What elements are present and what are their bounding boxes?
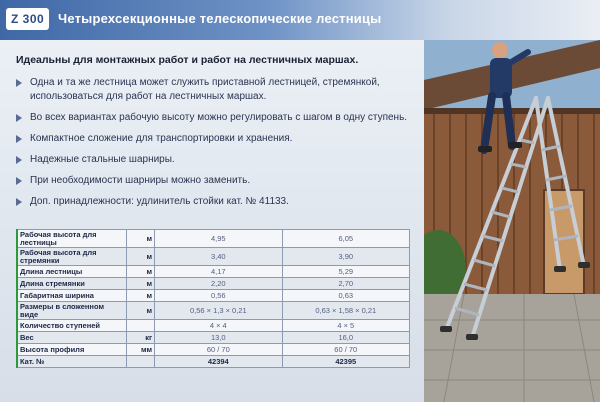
table-row <box>17 266 410 278</box>
spec-value-model-2: 6,05 <box>282 230 409 248</box>
table-row <box>17 332 410 344</box>
spec-value-model-2: 42395 <box>282 356 409 368</box>
spec-unit: м <box>127 248 155 266</box>
model-badge: Z 300 <box>6 8 49 30</box>
arrow-bullet-icon <box>16 177 22 185</box>
arrow-bullet-icon <box>16 135 22 143</box>
spec-unit <box>127 320 155 332</box>
spec-label: Рабочая высота для лестницы <box>17 230 127 248</box>
spec-unit: м <box>127 278 155 290</box>
spec-label: Размеры в сложенном виде <box>17 302 127 320</box>
lead-text: Идеальны для монтажных работ и работ на лестничных маршах. <box>16 54 359 66</box>
spec-value-model-1: 2,20 <box>155 278 282 290</box>
spec-label: Количество ступеней <box>17 320 127 332</box>
spec-label: Длина лестницы <box>17 266 127 278</box>
arrow-bullet-icon <box>16 156 22 164</box>
spec-value-model-1: 4,17 <box>155 266 282 278</box>
spec-label: Габаритная ширина <box>17 290 127 302</box>
table-row <box>17 248 410 266</box>
spec-value-model-2: 3,90 <box>282 248 409 266</box>
spec-value-model-2: 0,63 <box>282 290 409 302</box>
spec-label: Вес <box>17 332 127 344</box>
feature-item: Одна и та же лестница может служить приставной лестницей, стремянкой, использоваться для работ на лестничных маршах. <box>16 76 416 104</box>
page-title: Четырехсекционные телескопические лестницы <box>58 11 382 26</box>
spec-value-model-2: 16,0 <box>282 332 409 344</box>
spec-label: Высота профиля <box>17 344 127 356</box>
ladder-illustration <box>424 40 600 402</box>
spec-label: Кат. № <box>17 356 127 368</box>
spec-value-model-1: 60 / 70 <box>155 344 282 356</box>
spec-unit <box>127 356 155 368</box>
table-row <box>17 230 410 248</box>
feature-item: Компактное сложение для транспортировки и хранения. <box>16 132 416 146</box>
spec-unit: м <box>127 302 155 320</box>
feature-item: Во всех вариантах рабочую высоту можно регулировать с шагом в одну ступень. <box>16 111 416 125</box>
arrow-bullet-icon <box>16 114 22 122</box>
arrow-bullet-icon <box>16 79 22 87</box>
spec-value-model-1: 0,56 × 1,3 × 0,21 <box>155 302 282 320</box>
feature-item: Доп. принадлежности: удлинитель стойки кат. № 41133. <box>16 195 416 209</box>
spec-value-model-2: 5,29 <box>282 266 409 278</box>
spec-unit: кг <box>127 332 155 344</box>
feature-item: Надежные стальные шарниры. <box>16 153 416 167</box>
table-row <box>17 320 410 332</box>
specs-table <box>16 229 410 368</box>
spec-unit: м <box>127 266 155 278</box>
spec-unit: м <box>127 230 155 248</box>
ladder-photo <box>424 40 600 402</box>
spec-label: Длина стремянки <box>17 278 127 290</box>
table-row <box>17 356 410 368</box>
spec-value-model-2: 4 × 5 <box>282 320 409 332</box>
arrow-bullet-icon <box>16 198 22 206</box>
table-row <box>17 290 410 302</box>
feature-list <box>16 76 416 209</box>
spec-value-model-1: 13,0 <box>155 332 282 344</box>
table-row <box>17 278 410 290</box>
spec-value-model-1: 42394 <box>155 356 282 368</box>
header-bar <box>0 0 600 40</box>
table-row <box>17 344 410 356</box>
spec-value-model-1: 0,56 <box>155 290 282 302</box>
feature-item: При необходимости шарниры можно заменить. <box>16 174 416 188</box>
spec-label: Рабочая высота для стремянки <box>17 248 127 266</box>
spec-unit: мм <box>127 344 155 356</box>
spec-value-model-2: 60 / 70 <box>282 344 409 356</box>
table-row <box>17 302 410 320</box>
description <box>16 54 416 216</box>
spec-value-model-1: 4,95 <box>155 230 282 248</box>
spec-value-model-2: 2,70 <box>282 278 409 290</box>
spec-value-model-1: 4 × 4 <box>155 320 282 332</box>
spec-value-model-2: 0,63 × 1,58 × 0,21 <box>282 302 409 320</box>
spec-unit: м <box>127 290 155 302</box>
spec-value-model-1: 3,40 <box>155 248 282 266</box>
